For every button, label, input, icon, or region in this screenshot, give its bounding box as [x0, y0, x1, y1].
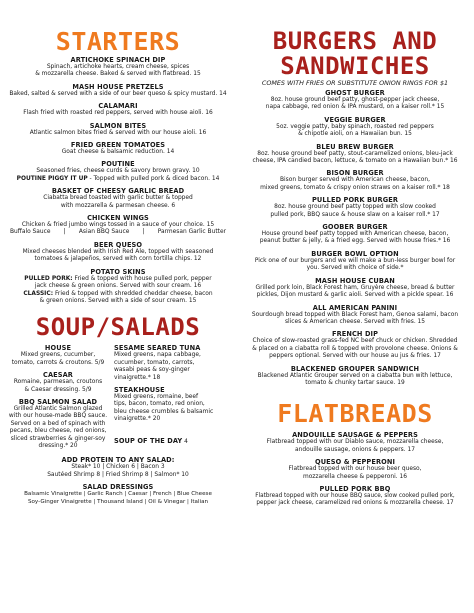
item-desc: vinaigrette.* 18: [114, 374, 161, 381]
menu-item-calamari: [6, 102, 230, 117]
item-desc: with mozzarella & parmesan cheese. 6: [60, 202, 176, 209]
item-desc: Bison burger served with American cheese, bacon,: [280, 177, 430, 184]
menu-item-caesar-salad: [6, 371, 110, 394]
item-name: BEER QUESO: [93, 240, 143, 249]
item-desc: wasabi peas & soy-ginger: [114, 367, 190, 374]
item-name: CAESAR: [43, 371, 73, 380]
menu-item-mash-house-cuban: [242, 277, 468, 300]
item-desc: Grilled Atlantic Salmon glazed: [13, 405, 103, 412]
item-desc: Sautéed Shrimp 8 | Fried Shrimp 8 | Salmon* 10: [47, 471, 189, 478]
item-desc: House ground beef patty topped with American cheese, bacon,: [261, 231, 449, 238]
item-desc: Ciabatta bread toasted with garlic butter & topped: [43, 195, 193, 202]
item-name: POTATO SKINS: [90, 267, 146, 276]
item-desc: Flatbread topped with our house BBQ sauce, slow cooked pulled pork,: [255, 492, 455, 499]
item-name: ANDOUILLE SAUSAGE & PEPPERS: [292, 431, 418, 440]
item-desc: Choice of slow-roasted grass-fed NC beef chuck or chicken. Shredded: [252, 338, 458, 345]
item-desc: cucumber, tomato, carrots,: [114, 359, 195, 366]
item-desc: [6, 276, 230, 283]
menu-item-soup-of-the-day: [114, 428, 230, 447]
item-desc: you. Served with choice of side.*: [306, 265, 404, 272]
item-desc: Atlantic salmon bites fried & served with our house aioli. 16: [29, 129, 207, 136]
item-desc: 8oz. house ground beef patty topped with slow cooked: [274, 204, 436, 211]
item-name: GHOST BURGER: [325, 89, 385, 97]
separator: |: [142, 229, 145, 236]
separator: |: [63, 229, 66, 236]
item-name: BLACKENED GROUPER SANDWICH: [290, 364, 420, 373]
soup-left-column: [6, 344, 110, 454]
menu-item-steakhouse-salad: [114, 386, 230, 424]
burgers-subtitle: COMES WITH FRIES OR SUBSTITUTE ONION RINGS FOR $1: [261, 79, 449, 87]
item-desc: Seasoned fries, cheese curds & savory brown gravy. 10: [36, 168, 200, 175]
item-desc: dressing.* 20: [38, 442, 78, 449]
menu-item-queso-pepperoni-flatbread: [242, 458, 468, 481]
item-name: SALMON BITES: [89, 121, 147, 130]
right-column: [242, 0, 468, 512]
menu-item-chicken-wings: [6, 214, 230, 237]
menu-item-ghost-burger: [242, 89, 468, 112]
item-name: PULLED PORK BBQ: [319, 484, 391, 493]
item-desc: pickles, Dijon mustard & garlic aioli. Served with a pickle spear. 16: [256, 292, 454, 299]
item-desc: Mixed greens, romaine, beef: [114, 393, 199, 400]
item-desc: tomato & chunky tartar sauce. 19: [305, 379, 405, 386]
item-desc: Pick one of our burgers and we will make a bun-less burger bowl for: [254, 257, 456, 264]
item-name: SALAD DRESSINGS: [82, 483, 154, 492]
item-desc: Romaine, parmesan, croutons: [13, 379, 103, 386]
item-name: STEAKHOUSE: [114, 385, 165, 394]
item-desc: andouille sausage, onions & peppers. 17: [295, 446, 415, 453]
wing-sauce-options: [6, 229, 230, 236]
menu-item-potato-skins: [6, 268, 230, 306]
item-desc: & green onions. Served with a side of sour cream. 15: [39, 297, 197, 304]
item-name: QUESO & PEPPERONI: [314, 458, 396, 467]
item-name: FRENCH DIP: [331, 330, 379, 339]
item-desc: Sourdough bread topped with Black Forest ham, Genoa salami, bacon: [251, 311, 459, 318]
item-name: BASKET OF CHEESY GARLIC BREAD: [51, 187, 185, 196]
item-name: MASH HOUSE PRETZELS: [72, 82, 164, 91]
item-name: BISON BURGER: [326, 169, 384, 178]
menu-item-fried-green-tomatoes: [6, 141, 230, 156]
item-desc: & Caesar dressing. 5/9: [24, 386, 92, 393]
item-desc: & chipotle aioli, on a Hawaiian bun. 15: [298, 131, 412, 138]
starters-heading: STARTERS: [55, 27, 181, 56]
menu-item-beer-queso: [6, 241, 230, 264]
soup-salad-grid: [6, 344, 230, 454]
menu-item-french-dip: [242, 330, 468, 360]
variant-label: CLASSIC:: [23, 290, 54, 297]
item-name: CALAMARI: [98, 102, 138, 111]
item-desc: mixed greens, tomato & crispy onion straws on a kaiser roll.* 18: [260, 184, 450, 191]
item-name: ALL AMERICAN PANINI: [312, 303, 398, 312]
burgers-heading-line1: BURGERS AND: [272, 27, 438, 55]
item-desc: jack cheese & green onions. Served with sour cream. 16: [34, 283, 202, 290]
item-name: CHICKEN WINGS: [87, 214, 149, 223]
soup-right-column: [114, 344, 230, 454]
item-desc: Mixed greens, cucumber,: [20, 352, 96, 359]
menu-item-blackened-grouper: [242, 365, 468, 388]
item-name: HOUSE: [44, 344, 72, 353]
item-desc: 8oz. house ground beef patty, stout-caramelized onions, bleu-jack: [257, 150, 453, 157]
variant-label: PULLED PORK:: [24, 275, 73, 282]
sauce-option: Parmesan Garlic Butter: [157, 229, 226, 236]
variant-desc: Fried & topped with shredded cheddar cheese, bacon: [54, 290, 213, 297]
salad-dressings-block: [6, 483, 230, 506]
item-desc: peanut butter & jelly, & a fried egg. Served with house fries.* 16: [259, 238, 451, 245]
item-desc: with our house-made BBQ sauce.: [8, 413, 108, 420]
item-desc: Blackened Atlantic Grouper served on a ciabatta bun with lettuce,: [257, 372, 453, 379]
item-desc: Chicken & fried jumbo wings tossed in a sauce of your choice. 15: [21, 222, 215, 229]
item-desc: bleu cheese crumbles & balsamic: [114, 408, 214, 415]
menu-item-salmon-bites: [6, 122, 230, 137]
menu-item-all-american-panini: [242, 304, 468, 327]
sauce-option: Buffalo Sauce: [10, 229, 51, 236]
menu-item-sesame-tuna: [114, 344, 230, 382]
item-desc: 8oz. house ground beef patty, ghost-pepper jack cheese,: [270, 97, 440, 103]
menu-item-pulled-pork-flatbread: [242, 485, 468, 508]
item-desc-variant: [6, 176, 230, 183]
item-desc: tomatoes & jalapeños, served with corn tortilla chips. 12: [34, 256, 202, 263]
item-desc: 5oz. veggie patty, baby spinach, roasted red peppers: [276, 123, 434, 130]
menu-item-burger-bowl: [242, 250, 468, 273]
item-desc: pecans, bleu cheese, red onions,: [9, 428, 107, 435]
menu-item-poutine: [6, 160, 230, 183]
menu-item-house-salad: [6, 344, 110, 367]
menu-item-pretzels: [6, 83, 230, 98]
item-desc: Balsamic Vinaigrette | Garlic Ranch | Caesar | French | Blue Cheese: [24, 491, 212, 498]
variant-desc: Fried & topped with house pulled pork, pepper: [74, 275, 212, 282]
item-desc: & placed on a ciabatta roll & topped with provolone cheese. Onions &: [252, 345, 458, 352]
item-desc: Soy-Ginger Vinaigrette | Thousand Island | Oil & Vinegar | Italian: [27, 498, 209, 505]
item-name: ARTICHOKE SPINACH DIP: [70, 56, 166, 64]
menu-item-bleu-brew-burger: [242, 143, 468, 166]
item-desc: Flatbread topped with our house beer queso,: [288, 466, 422, 473]
burgers-heading-line2: SANDWICHES: [280, 52, 430, 80]
item-desc: vinaigrette.* 20: [114, 416, 161, 423]
item-desc: tomato, carrots & croutons. 5/9: [11, 359, 105, 366]
item-desc: Goat cheese & balsamic reduction. 14: [61, 149, 175, 156]
item-desc: pepper jack cheese, caramelized red onions & mozzarella cheese. 17: [256, 500, 454, 507]
flatbreads-heading: FLATBREADS: [277, 399, 433, 429]
item-name: PULLED PORK BURGER: [311, 196, 399, 205]
item-desc: pulled pork, BBQ sauce & house slaw on a kaiser roll.* 17: [270, 211, 440, 218]
sauce-option: Asian BBQ Sauce: [78, 229, 130, 236]
item-name: BURGER BOWL OPTION: [311, 249, 399, 258]
item-desc: Served on a bed of spinach with: [10, 420, 106, 427]
variant-label: POUTINE PIGGY IT UP: [16, 175, 88, 182]
item-desc: sliced strawberries & ginger-soy: [10, 435, 106, 442]
item-name: GOOBER BURGER: [322, 223, 388, 232]
item-desc: Flash fried with roasted red peppers, served with house aioli. 16: [23, 110, 213, 117]
item-desc: Grilled pork loin, Black Forest ham, Gruyère cheese, bread & butter: [255, 284, 455, 291]
item-desc: Baked, salted & served with a side of our beer queso & spicy mustard. 14: [9, 90, 227, 97]
menu-item-goober-burger: [242, 223, 468, 246]
add-protein-block: [6, 456, 230, 479]
item-desc: Spinach, artichoke hearts, cream cheese, spices: [46, 64, 190, 70]
item-name: BBQ SALMON SALAD: [18, 397, 98, 406]
item-name: FRIED GREEN TOMATOES: [70, 141, 166, 150]
menu-item-veggie-burger: [242, 116, 468, 139]
item-desc: cheese, IPA candied bacon, lettuce, & tomato on a Hawaiian bun.* 16: [252, 158, 458, 165]
variant-desc: - Topped with pulled pork & diced bacon. 14: [87, 175, 220, 182]
item-desc: tips, bacon, tomato, red onion,: [114, 401, 205, 408]
left-column: [6, 0, 230, 510]
item-name: BLEU BREW BURGER: [316, 142, 394, 151]
item-name: SOUP OF THE DAY: [114, 436, 183, 445]
item-desc: Mixed cheeses blended with Irish Red Ale, topped with seasoned: [22, 248, 214, 255]
item-desc: [6, 291, 230, 298]
item-desc: mozzarella cheese & pepperoni. 16: [302, 473, 408, 480]
item-desc: Flatbread topped with our Diablo sauce, mozzarella cheese,: [266, 439, 444, 446]
menu-item-bison-burger: [242, 169, 468, 192]
menu-item-bbq-salmon-salad: [6, 398, 110, 450]
item-name: SESAME SEARED TUNA: [114, 344, 201, 353]
item-desc: Steak* 10 | Chicken 6 | Bacon 3: [71, 464, 165, 471]
item-name: ADD PROTEIN TO ANY SALAD:: [61, 456, 175, 465]
soups-salads-heading: SOUP/SALADS: [35, 313, 201, 342]
item-desc: peppers optional. Served with our house au jus & fries. 17: [269, 353, 441, 360]
menu-item-andouille-flatbread: [242, 431, 468, 454]
item-desc: Mixed greens, napa cabbage,: [114, 352, 201, 359]
item-desc: slices & American cheese. Served with fries. 15: [284, 318, 426, 325]
menu-item-artichoke-dip: [6, 56, 230, 79]
item-name: VEGGIE BURGER: [324, 115, 386, 124]
item-name: POUTINE: [101, 160, 135, 169]
item-price: 4: [182, 438, 188, 445]
item-name: MASH HOUSE CUBAN: [315, 276, 395, 285]
menu-item-pulled-pork-burger: [242, 196, 468, 219]
item-desc: napa cabbage, red onion & IPA mustard, on a kaiser roll.* 15: [265, 104, 445, 111]
menu-item-garlic-bread: [6, 187, 230, 210]
item-desc: & mozzarella cheese. Baked & served with flatbread. 15: [35, 71, 201, 78]
